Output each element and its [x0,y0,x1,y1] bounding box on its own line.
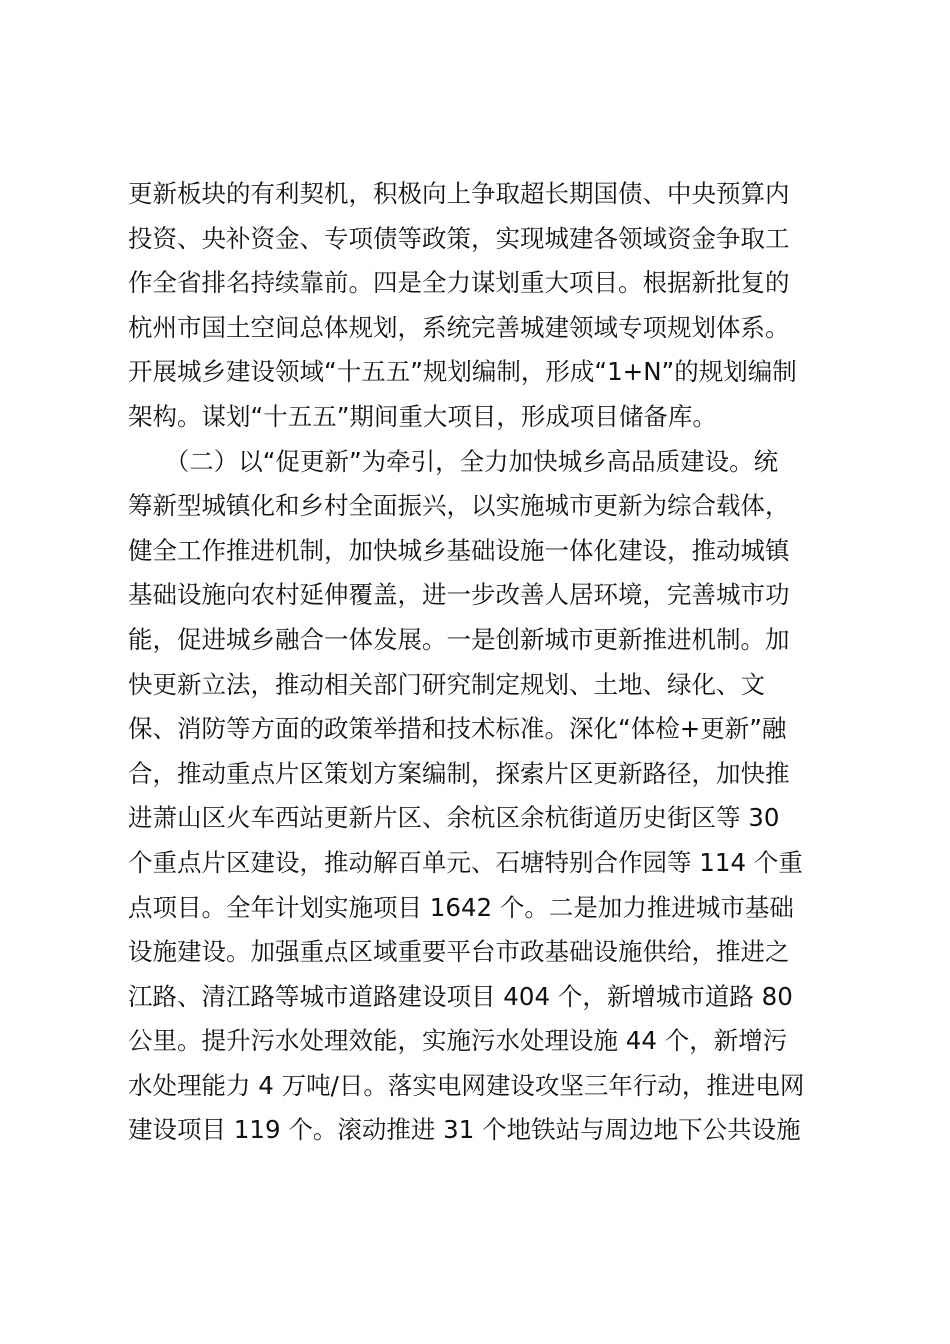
text-line: 水处理能力 4 万吨/日。落实电网建设攻坚三年行动，推进电网 [128,1070,805,1100]
text-line: 能，促进城乡融合一体发展。一是创新城市更新推进机制。加 [128,624,790,654]
text-line: 健全工作推进机制，加快城乡基础设施一体化建设，推动城镇 [128,535,790,565]
text-line: 个重点片区建设，推动解百单元、石塘特别合作园等 114 个重 [128,847,803,877]
text-line: 进萧山区火车西站更新片区、余杭区余杭街道历史街区等 30 [128,803,780,833]
text-line: 江路、清江路等城市道路建设项目 404 个，新增城市道路 80 [128,981,793,1011]
text-line: 保、消防等方面的政策举措和技术标准。深化“体检+更新”融 [128,714,787,744]
text-line: 架构。谋划“十五五”期间重大项目，形成项目储备库。 [128,401,717,431]
text-line: 合，推动重点片区策划方案编制，探索片区更新路径，加快推 [128,758,790,788]
text-line: 快更新立法，推动相关部门研究制定规划、土地、绿化、文 [128,669,765,699]
text-line: 筹新型城镇化和乡村全面振兴，以实施城市更新为综合载体， [128,491,790,521]
text-line: 投资、央补资金、专项债等政策，实现城建各领域资金争取工 [128,223,790,253]
section-heading-line: （二）以“促更新”为牵引，全力加快城乡高品质建设。统 [128,446,779,476]
text-line: 点项目。全年计划实施项目 1642 个。二是加力推进城市基础 [128,892,794,922]
text-line: 更新板块的有利契机，积极向上争取超长期国债、中央预算内 [128,179,790,208]
text-line: 设施建设。加强重点区域重要平台市政基础设施供给，推进之 [128,937,790,967]
text-line: 作全省排名持续靠前。四是全力谋划重大项目。根据新批复的 [128,268,790,298]
text-line: 基础设施向农村延伸覆盖，进一步改善人居环境，完善城市功 [128,580,790,610]
text-line: 建设项目 119 个。滚动推进 31 个地铁站与周边地下公共设施 [128,1115,801,1145]
text-line: 开展城乡建设领域“十五五”规划编制，形成“1+N”的规划编制 [128,357,797,387]
text-line: 杭州市国土空间总体规划，系统完善城建领域专项规划体系。 [128,312,790,342]
body-text [128,172,828,1153]
text-line: 公里。提升污水处理效能，实施污水处理设施 44 个，新增污 [128,1026,788,1056]
